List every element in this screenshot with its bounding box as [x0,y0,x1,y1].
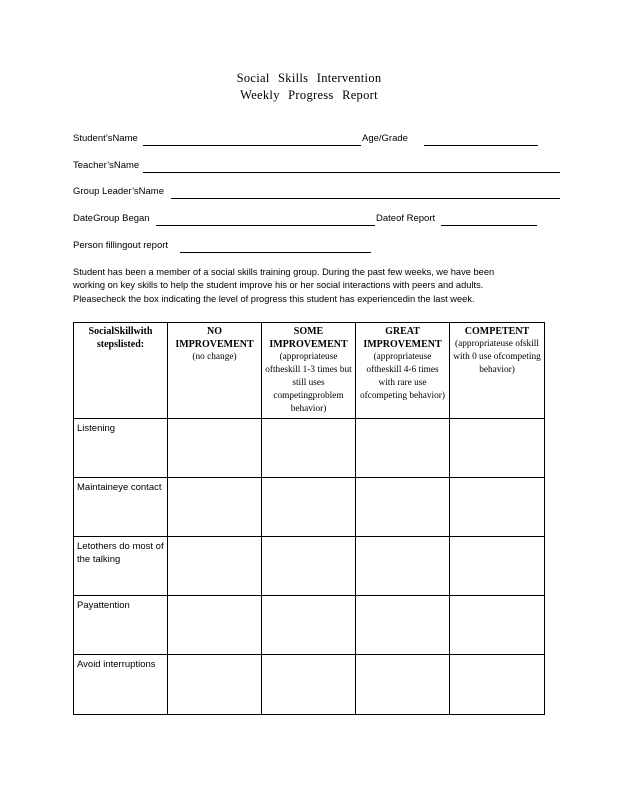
table-row [74,655,545,715]
skill-avoid-interruptions: Avoid interruptions [74,655,168,715]
checkbox-cell-great-improvement[interactable] [356,537,450,596]
intro-line-1: Student has been a member of a social skills training group. During the past few weeks, we have been [73,267,495,277]
header-great-improvement-desc: (appropriateuse oftheskill 4-6 times with rare use ofcompeting behavior) [360,352,445,401]
table-row [74,419,545,478]
header-no-improvement [168,323,262,419]
date-group-began-line[interactable] [156,225,375,226]
header-competent [450,323,545,419]
skill-let-others-talk: Letothers do most of the talking [74,537,168,596]
group-leader-name-line[interactable] [171,198,560,199]
table-row [74,596,545,655]
intro-paragraph [73,266,553,306]
title-line-2: Weekly Progress Report [240,88,378,102]
checkbox-cell-great-improvement[interactable] [356,655,450,715]
header-row [74,323,545,419]
checkbox-cell-some-improvement[interactable] [262,478,356,537]
checkbox-cell-no-improvement[interactable] [168,655,262,715]
table-row [74,478,545,537]
checkbox-cell-some-improvement[interactable] [262,596,356,655]
checkbox-cell-no-improvement[interactable] [168,478,262,537]
date-of-report-line[interactable] [441,225,537,226]
skill-pay-attention: Payattention [74,596,168,655]
header-social-skill-title: SocialSkillwith stepslisted: [88,326,153,350]
age-grade-line[interactable] [424,145,538,146]
checkbox-cell-great-improvement[interactable] [356,596,450,655]
checkbox-cell-some-improvement[interactable] [262,655,356,715]
header-competent-title: COMPETENT [464,326,530,337]
date-group-began-label: DateGroup Began [73,213,150,224]
progress-table [73,322,545,715]
checkbox-cell-great-improvement[interactable] [356,419,450,478]
header-some-improvement-desc: (appropriateuse oftheskill 1-3 times but still uses competingproblem behavior) [265,352,352,414]
header-no-improvement-desc: (no change) [192,352,237,362]
person-filling-out-line[interactable] [180,252,371,253]
person-filling-out-label: Person fillingout report [73,240,169,251]
title-line-1: Social Skills Intervention [236,71,382,85]
checkbox-cell-no-improvement[interactable] [168,419,262,478]
header-great-improvement-title: GREAT IMPROVEMENT [363,326,442,350]
checkbox-cell-competent[interactable] [450,655,545,715]
checkbox-cell-some-improvement[interactable] [262,419,356,478]
report-title [0,70,618,104]
intro-line-2: working on key skills to help the student improve his or her social interactions with peers and adults. [73,280,484,291]
table-row [74,537,545,596]
teacher-name-label: Teacher’sName [73,160,140,171]
date-of-report-label: Dateof Report [376,213,436,224]
checkbox-cell-some-improvement[interactable] [262,537,356,596]
checkbox-cell-no-improvement[interactable] [168,537,262,596]
intro-line-3: Pleasecheck the box indicating the level of progress this student has experiencedin the last week. [73,293,475,304]
teacher-name-line[interactable] [143,172,560,173]
checkbox-cell-great-improvement[interactable] [356,478,450,537]
skill-listening: Listening [74,419,168,478]
checkbox-cell-competent[interactable] [450,596,545,655]
header-great-improvement [356,323,450,419]
student-name-label: Student’sName [73,133,138,144]
header-no-improvement-title: NO IMPROVEMENT [175,326,254,350]
checkbox-cell-competent[interactable] [450,419,545,478]
skill-maintain-eye-contact: Maintaineye contact [74,478,168,537]
checkbox-cell-competent[interactable] [450,537,545,596]
header-some-improvement-title: SOME IMPROVEMENT [269,326,348,350]
checkbox-cell-no-improvement[interactable] [168,596,262,655]
age-grade-label: Age/Grade [362,133,408,144]
header-some-improvement [262,323,356,419]
header-competent-desc: (appropriateuse ofskill with 0 use ofcompeting behavior) [453,339,541,375]
student-name-line[interactable] [143,145,361,146]
header-social-skill [74,323,168,419]
group-leader-name-label: Group Leader’sName [73,186,165,197]
checkbox-cell-competent[interactable] [450,478,545,537]
